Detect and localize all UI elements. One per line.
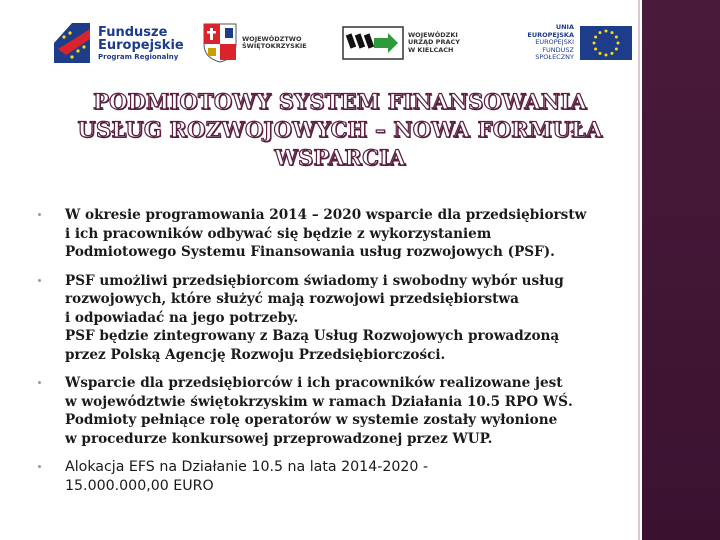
text-line: 15.000.000,00 EURO (65, 478, 214, 494)
swietokrzyskie-logo-text (242, 36, 307, 51)
logo-text-line: Program Regionalny (98, 52, 179, 61)
logo-text-line: EUROPEJSKI (535, 38, 574, 47)
bullet-text (65, 206, 626, 262)
logo-text-line: UNIA EUROPEJSKA (527, 23, 574, 39)
text-line: W okresie programowania 2014 – 2020 wsparcie dla przedsiębiorstw (65, 207, 587, 223)
bullet-list (36, 206, 626, 506)
bullet-icon (38, 381, 41, 384)
decorative-sidebar (642, 0, 720, 540)
list-item (36, 374, 626, 448)
logo-text-line: WOJEWÓDZTWO (242, 34, 302, 43)
bullet-icon (38, 465, 41, 468)
bullet-text (65, 272, 626, 365)
fundusze-logo-text (98, 26, 184, 61)
logo-strip (52, 14, 638, 72)
ue-logo (508, 14, 638, 72)
text-line: Wsparcie dla przedsiębiorców i ich pracowników realizowane jest (65, 375, 563, 391)
swietokrzyskie-coat-of-arms-icon (202, 22, 238, 64)
title-line: USŁUG ROZWOJOWYCH – NOWA FORMUŁA (77, 117, 603, 142)
slide-title (40, 88, 640, 172)
logo-text-line: W KIELCACH (408, 45, 454, 54)
logo-text-line: ŚWIĘTOKRZYSKIE (242, 42, 307, 50)
fundusze-europejskie-logo-icon (52, 21, 92, 65)
fundusze-europejskie-logo (52, 14, 192, 72)
text-line: Podmioty pełniące rolę operatorów w systemie zostały wyłonione (65, 412, 558, 428)
list-item (36, 272, 626, 365)
wup-logo-text (408, 32, 460, 54)
list-item (36, 458, 626, 496)
logo-text-line: URZĄD PRACY (408, 38, 460, 47)
sidebar-divider (638, 0, 640, 540)
text-line: przez Polską Agencję Rozwoju Przedsiębiorczości. (65, 346, 446, 363)
bullet-text (65, 458, 626, 496)
list-item (36, 206, 626, 262)
logo-text-line: Fundusze (98, 24, 168, 40)
swietokrzyskie-logo (202, 14, 327, 72)
logo-text-line: FUNDUSZ SPOŁECZNY (535, 45, 574, 62)
wup-arrow-logo-icon (342, 26, 404, 60)
text-line: i odpowiadać na jego potrzeby. (65, 309, 299, 326)
eu-flag-icon (580, 26, 632, 60)
logo-text-line: WOJEWÓDZKI (408, 30, 458, 39)
title-line: PODMIOTOWY SYSTEM FINANSOWANIA (93, 89, 587, 114)
text-line: i ich pracowników odbywać się będzie z wykorzystaniem (65, 225, 492, 242)
bullet-icon (38, 213, 41, 216)
ue-logo-text (508, 24, 574, 61)
logo-text-line: Europejskie (98, 37, 184, 53)
bullet-text (65, 374, 626, 448)
bullet-icon (38, 279, 41, 282)
wup-logo (342, 14, 502, 72)
text-line: Podmiotowego Systemu Finansowania usług rozwojowych (PSF). (65, 244, 555, 260)
text-line: w województwie świętokrzyskim w ramach Działania 10.5 RPO WŚ. (65, 393, 573, 410)
title-line: WSPARCIA (274, 145, 406, 170)
text-line: PSF umożliwi przedsiębiorcom świadomy i swobodny wybór usług (65, 272, 564, 289)
text-line: Alokacja EFS na Działanie 10.5 na lata 2014-2020 - (65, 459, 429, 475)
text-line: PSF będzie zintegrowany z Bazą Usług Rozwojowych prowadzoną (65, 328, 560, 344)
text-line: rozwojowych, które służyć mają rozwojowi przedsiębiorstwa (65, 291, 519, 307)
text-line: w procedurze konkursowej przeprowadzonej przez WUP. (65, 430, 493, 447)
